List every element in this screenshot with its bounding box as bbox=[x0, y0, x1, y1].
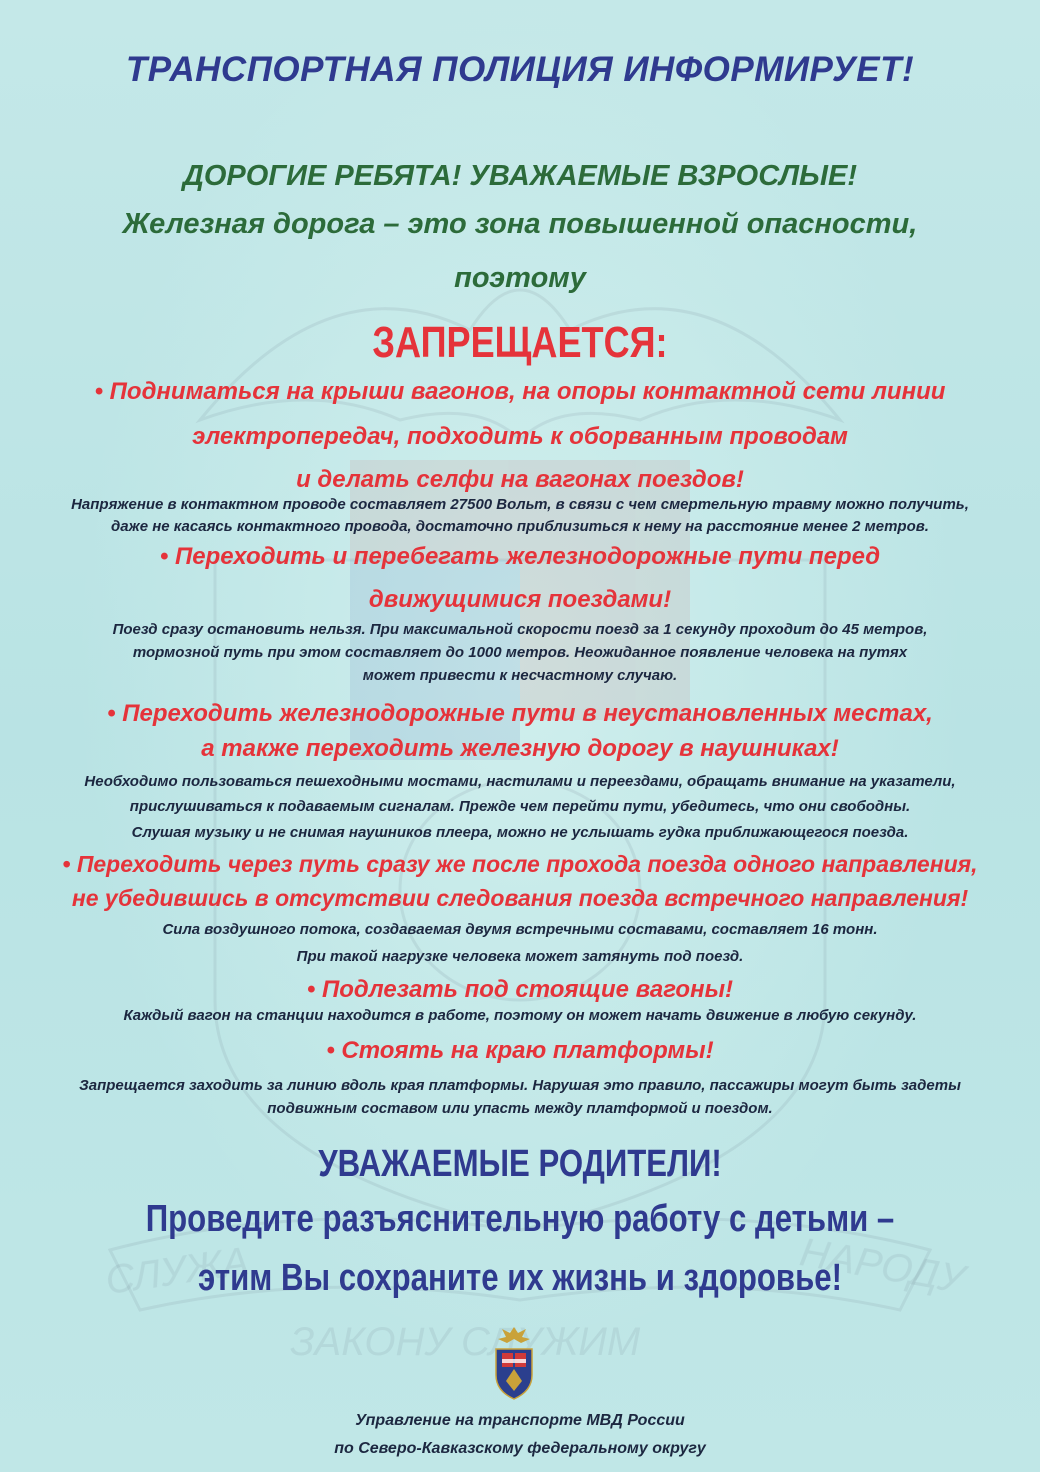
footer-org-line-2: по Северо-Кавказскому федеральному округу bbox=[334, 1440, 706, 1457]
rule-3-title-line-1: • Переходить железнодорожные пути в неустановленных местах, bbox=[107, 700, 933, 727]
parents-appeal-line-1: Проведите разъяснительную работу с детьми – bbox=[145, 1198, 895, 1240]
rule-2-note-line-1: Поезд сразу остановить нельзя. При максимальной скорости поезд за 1 секунду проходит до 45 метров, bbox=[112, 621, 928, 638]
parents-appeal-line-2: этим Вы сохраните их жизнь и здоровье! bbox=[198, 1257, 842, 1299]
mvd-emblem-icon bbox=[490, 1323, 538, 1401]
watermark-ribbon-right: НАРОДУ bbox=[796, 1229, 968, 1302]
parents-heading: УВАЖАЕМЫЕ РОДИТЕЛИ! bbox=[318, 1143, 722, 1185]
rule-5-title: • Подлезать под стоящие вагоны! bbox=[306, 976, 734, 1003]
rule-5-note: Каждый вагон на станции находится в работе, поэтому он может начать движение в любую секунду. bbox=[123, 1007, 917, 1024]
rule-1-note-line-1: Напряжение в контактном проводе составляет 27500 Вольт, в связи с чем смертельную травму можно получить, bbox=[71, 496, 969, 513]
rule-4-note-line-1: Сила воздушного потока, создаваемая двумя встречными составами, составляет 16 тонн. bbox=[162, 921, 878, 938]
rule-2-note-line-3: может привести к несчастному случаю. bbox=[362, 667, 678, 684]
rule-6-title: • Стоять на краю платформы! bbox=[326, 1037, 714, 1064]
footer-org-line-1: Управление на транспорте МВД России bbox=[355, 1412, 685, 1429]
rule-1-note-line-2: даже не касаясь контактного провода, достаточно приблизиться к нему на расстояние менее 2 метров. bbox=[111, 518, 929, 535]
watermark-ribbon-bottom: ЗАКОНУ СЛУЖИМ bbox=[290, 1320, 641, 1364]
intro-line-1: Железная дорога – это зона повышенной опасности, bbox=[122, 208, 918, 240]
rule-1-title-line-1: • Подниматься на крыши вагонов, на опоры контактной сети линии bbox=[94, 378, 946, 405]
rule-3-note-line-3: Слушая музыку и не снимая наушников плеера, можно не услышать гудка приближающегося поезда. bbox=[131, 824, 909, 841]
rule-2-title-line-2: движущимися поездами! bbox=[368, 586, 672, 613]
rule-2-title-line-1: • Переходить и перебегать железнодорожные пути перед bbox=[159, 543, 881, 570]
rule-6-note-line-2: подвижным составом или упасть между платформой и поездом. bbox=[267, 1100, 773, 1117]
rule-4-title-line-2: не убедившись в отсутствии следования поезда встречного направления! bbox=[71, 885, 969, 911]
rule-3-note-line-1: Необходимо пользоваться пешеходными мостами, настилами и переездами, обращать внимание на указатели, bbox=[84, 773, 956, 790]
rule-6-note-line-1: Запрещается заходить за линию вдоль края платформы. Нарушая это правило, пассажиры могут быть задеты bbox=[79, 1077, 961, 1094]
rule-4-title-line-1: • Переходить через путь сразу же после прохода поезда одного направления, bbox=[62, 851, 978, 877]
forbidden-heading: ЗАПРЕЩАЕТСЯ: bbox=[372, 318, 668, 367]
intro-line-2: поэтому bbox=[454, 262, 586, 294]
rule-3-note-line-2: прислушиваться к подаваемым сигналам. Прежде чем перейти пути, убедитесь, что они свободны. bbox=[129, 798, 911, 815]
rule-1-title-line-2: электропередач, подходить к оборванным проводам bbox=[192, 423, 848, 450]
rule-4-note-line-2: При такой нагрузке человека может затянуть под поезд. bbox=[296, 948, 744, 965]
page-title: ТРАНСПОРТНАЯ ПОЛИЦИЯ ИНФОРМИРУЕТ! bbox=[125, 50, 915, 89]
rule-2-note-line-2: тормозной путь при этом составляет до 1000 метров. Неожиданное появление человека на путях bbox=[132, 644, 908, 661]
rule-3-title-line-2: а также переходить железную дорогу в наушниках! bbox=[201, 735, 839, 762]
watermark-ribbon-left: СЛУЖА bbox=[102, 1239, 252, 1303]
rule-1-title-line-3: и делать селфи на вагонах поездов! bbox=[296, 466, 744, 493]
greeting: ДОРОГИЕ РЕБЯТА! УВАЖАЕМЫЕ ВЗРОСЛЫЕ! bbox=[182, 160, 858, 192]
